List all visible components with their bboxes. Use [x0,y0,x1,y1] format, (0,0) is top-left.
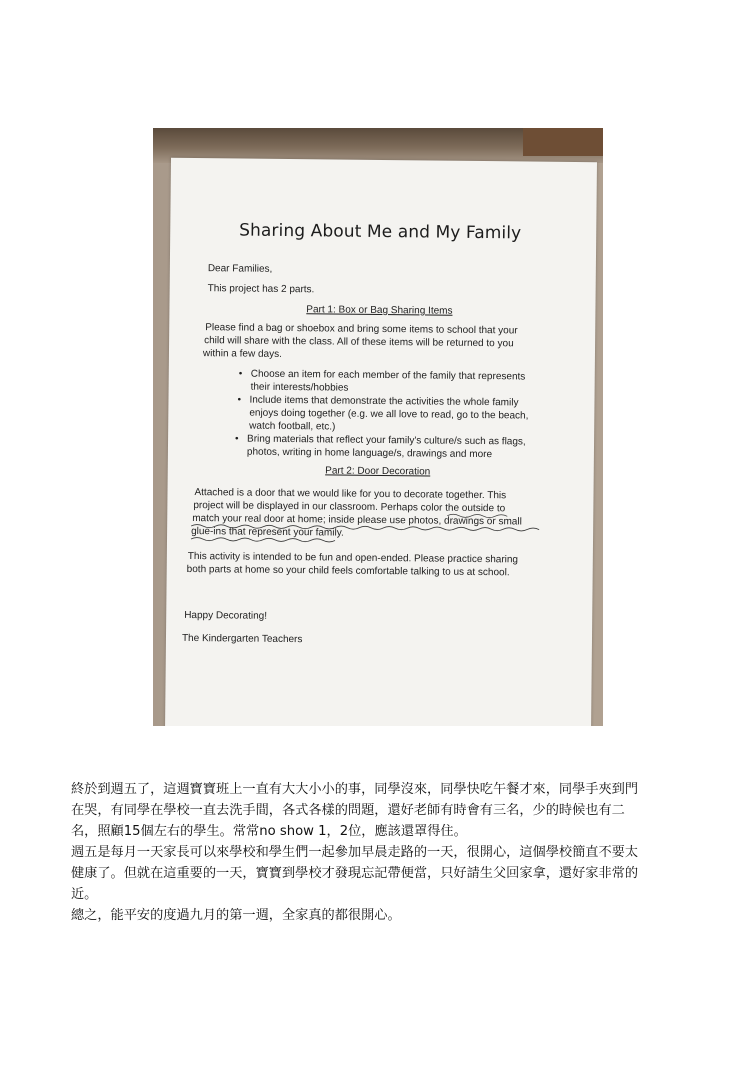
flyer-photo [153,128,603,726]
flyer-greeting: Dear Families, [207,263,273,275]
part1-line: child will share with the class. All of these items will be returned to you [204,335,514,350]
flyer-intro: This project has 2 parts. [207,283,315,296]
caption-line: 在哭，有同學在學校一直去洗手間，各式各樣的問題，還好老師有時會有三名，少的時候也有二 [71,803,625,818]
bullet-dot: • [238,368,243,380]
caption-line: 週五是每月一天家長可以來學校和學生們一起參加早晨走路的一天，很開心，這個學校簡直不要太 [71,845,639,860]
part2-line: project will be displayed in our classroom. Perhaps color the outside to [193,500,506,515]
flyer-paper [165,158,597,726]
caption-line: 終於到週五了，這週寶寶班上一直有大大小小的事，同學沒來，同學快吃午餐才來，同學手夾到門 [71,782,639,797]
handwritten-underlines [167,158,597,582]
part1-heading: Part 1: Box or Bag Sharing Items [306,304,453,317]
bullet-dot: • [237,394,242,406]
closing-line: This activity is intended to be fun and open-ended. Please practice sharing [187,550,519,566]
post-caption [71,779,671,926]
bullet-line: photos, writing in home language/s, drawings and more [246,446,493,461]
bullet-dot: • [235,433,239,445]
part1-line: Please find a bag or shoebox and bring some items to school that your [205,322,518,337]
flyer-title: Sharing About Me and My Family [239,220,522,244]
part1-line: within a few days. [202,348,282,360]
bullet-line: their interests/hobbies [250,381,349,394]
caption-line: 健康了。但就在這重要的一天，寶寶到學校才發現忘記帶便當，只好請生父回家拿，還好家非常的 [71,866,639,881]
bullet-line: Bring materials that reflect your family's culture/s such as flags, [247,433,526,448]
caption-line: 總之，能平安的度過九月的第一週，全家真的都很開心。 [71,908,401,923]
part2-line: match your real door at home; inside please use photos, drawings or small [192,513,522,528]
flyer-signoff: Happy Decorating! [184,609,268,622]
bullet-line: watch football, etc.) [249,420,336,433]
flyer-signature: The Kindergarten Teachers [181,632,303,646]
caption-line: 近。 [71,887,98,902]
part2-line: Attached is a door that we would like for you to decorate together. This [194,487,507,502]
bullet-line: enjoys doing together (e.g. we all love to read, go to the beach, [249,407,529,422]
caption-line: 名，照顧15個左右的學生。常常no show 1，2位，應該還罩得住。 [71,824,467,839]
part2-line: glue-ins that represent your family. [191,526,344,539]
photo-background-box [523,128,603,156]
bullet-line: Choose an item for each member of the family that represents [250,368,526,383]
part2-heading: Part 2: Door Decoration [325,465,431,478]
closing-line: both parts at home so your child feels comfortable talking to us at school. [186,563,510,579]
bullet-line: Include items that demonstrate the activities the whole family [249,394,519,409]
